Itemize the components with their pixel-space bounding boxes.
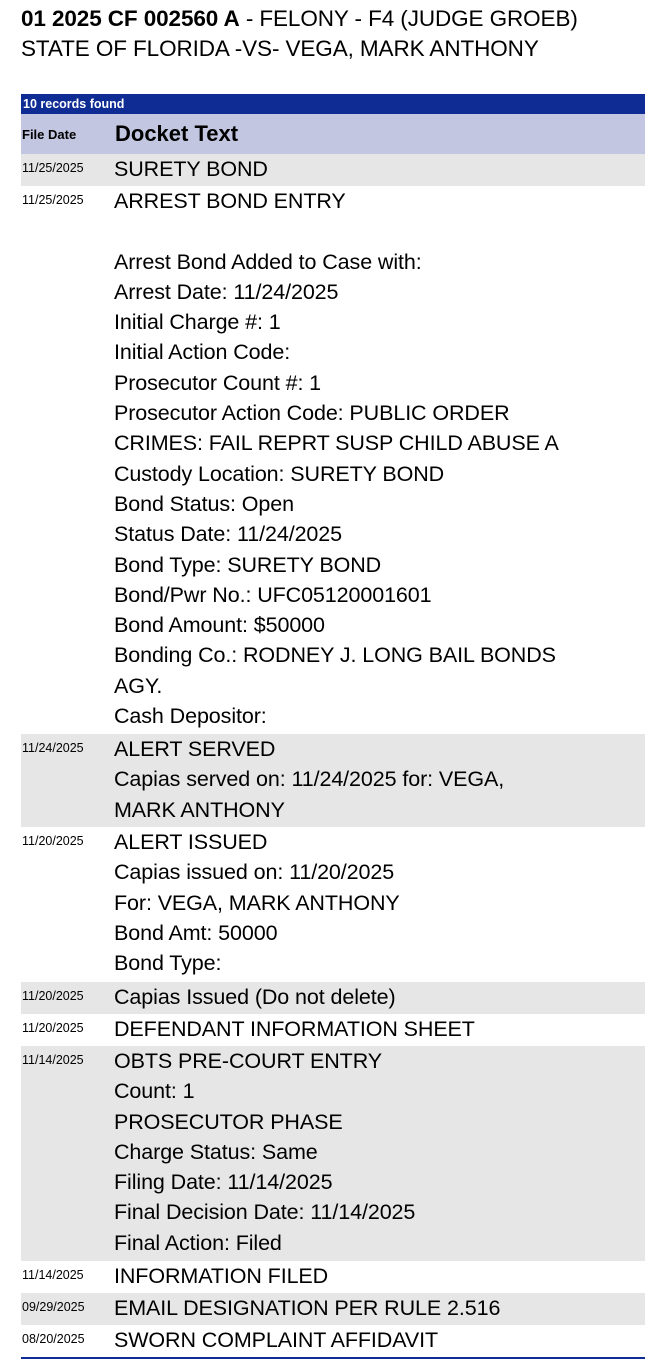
case-parties: STATE OF FLORIDA -VS- VEGA, MARK ANTHONY [21,36,539,61]
row-file-date: 11/24/2025 [22,741,84,755]
row-docket-text: Capias Issued (Do not delete) [114,985,396,1009]
case-title-line [21,4,641,34]
row-file-date: 08/20/2025 [22,1332,85,1346]
row-docket-text: SWORN COMPLAINT AFFIDAVIT [114,1328,439,1352]
table-header [21,114,645,154]
row-docket-text: INFORMATION FILED [114,1264,329,1288]
row-docket-text: ALERT ISSUED Capias issued on: 11/20/2025 For: VEGA, MARK ANTHONY Bond Amt: 50000 Bond Type: [114,830,400,976]
table-row [21,1046,645,1261]
case-number: 01 2025 CF 002560 A [21,6,240,31]
row-file-date: 11/25/2025 [22,161,84,175]
case-header [21,4,641,64]
column-header-file-date: File Date [22,126,77,142]
records-found-bar: 10 records found [21,94,645,114]
table-row [21,1261,645,1293]
row-file-date: 11/14/2025 [22,1268,84,1282]
table-row [21,1325,645,1357]
table-row [21,154,645,186]
row-file-date: 11/20/2025 [22,1021,84,1035]
row-file-date: 09/29/2025 [22,1300,85,1314]
table-row [21,827,645,982]
column-header-docket-text: Docket Text [115,121,239,146]
table-row [21,982,645,1014]
row-docket-text: ARREST BOND ENTRY Arrest Bond Added to Case with: Arrest Date: 11/24/2025 Initial Charge #: 1 Initial Action Code: Prosecutor Count #: 1 Prosecutor Action Code: PUBLIC ORDER CRIMES: FAIL REPRT SUSP CHILD ABUSE A Custody Location: SURETY BOND Bond Status: Open Status Date: 11/24/2025 Bond Type: SURETY BOND Bond/Pwr No.: UFC05120001601 Bond Amount: $50000 Bonding Co.: RODNEY J. LONG BAIL BONDS AGY. Cash Depositor: [114,189,559,729]
table-row [21,186,645,734]
row-file-date: 11/20/2025 [22,989,84,1003]
case-type-judge: - FELONY - F4 (JUDGE GROEB) [239,6,578,31]
docket-results-table [21,94,645,1359]
row-docket-text: OBTS PRE-COURT ENTRY Count: 1 PROSECUTOR PHASE Charge Status: Same Filing Date: 11/14/2025 Final Decision Date: 11/14/2025 Final Action: Filed [114,1049,416,1255]
row-docket-text: SURETY BOND [114,157,268,181]
table-bottom-rule [21,1357,645,1359]
row-docket-text: DEFENDANT INFORMATION SHEET [114,1017,475,1041]
row-file-date: 11/14/2025 [22,1053,84,1067]
row-file-date: 11/20/2025 [22,834,84,848]
table-row [21,1293,645,1325]
table-row [21,1014,645,1046]
row-docket-text: ALERT SERVED Capias served on: 11/24/2025 for: VEGA, MARK ANTHONY [114,737,505,822]
row-file-date: 11/25/2025 [22,193,84,207]
row-docket-text: EMAIL DESIGNATION PER RULE 2.516 [114,1296,501,1320]
table-row [21,734,645,827]
